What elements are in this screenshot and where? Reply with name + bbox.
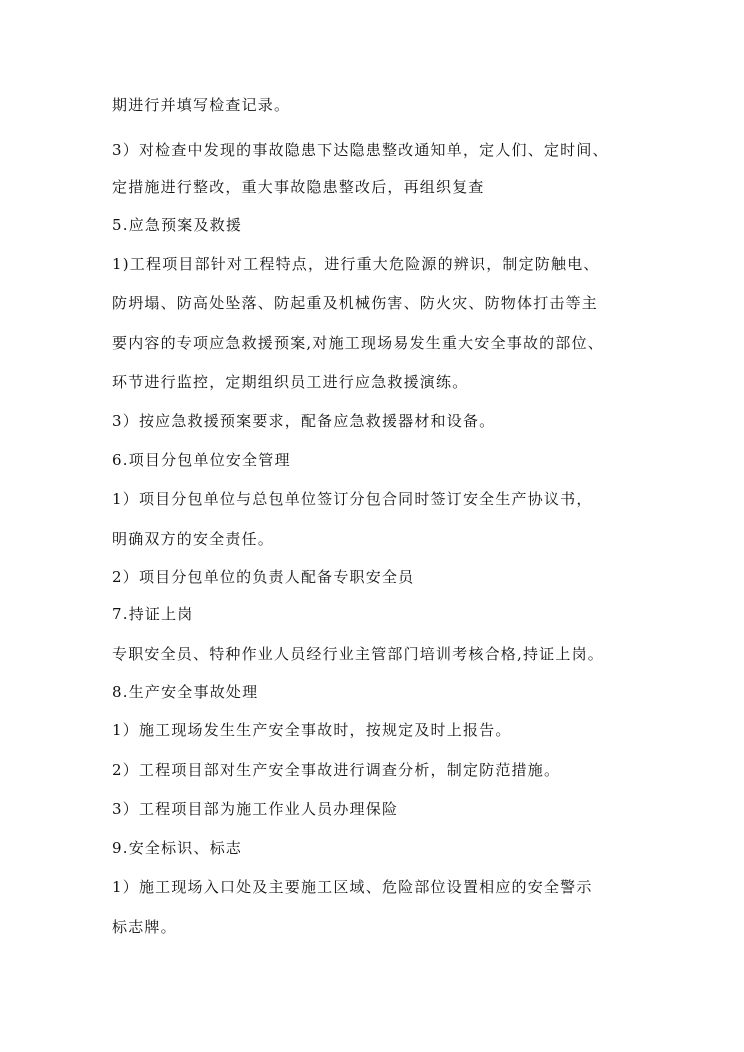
text-line: 明确双方的安全责任。 bbox=[112, 530, 275, 548]
section-heading: 6.项目分包单位安全管理 bbox=[112, 451, 291, 469]
text-line: 标志牌。 bbox=[112, 918, 177, 936]
text-line: 3）工程项目部为施工作业人员办理保险 bbox=[112, 800, 399, 818]
text-line: 专职安全员、特种作业人员经行业主管部门培训考核合格,持证上岗。 bbox=[112, 645, 604, 663]
text-line: 1）项目分包单位与总包单位签订分包合同时签订安全生产协议书， bbox=[112, 490, 593, 508]
text-line: 期进行并填写检查记录。 bbox=[112, 96, 291, 114]
text-line: 3）对检查中发现的事故隐患下达隐患整改通知单，定人们、定时间、 bbox=[112, 141, 609, 159]
section-heading: 7.持证上岗 bbox=[112, 605, 194, 623]
section-heading: 8.生产安全事故处理 bbox=[112, 683, 259, 701]
text-line: 要内容的专项应急救援预案,对施工现场易发生重大安全事故的部位、 bbox=[112, 334, 604, 352]
section-heading: 5.应急预案及救援 bbox=[112, 216, 243, 234]
text-line: 2）项目分包单位的负责人配备专职安全员 bbox=[112, 568, 415, 586]
text-line: 1）施工现场发生生产安全事故时，按规定及时上报告。 bbox=[112, 721, 512, 739]
text-line: 3）按应急救援预案要求，配备应急救援器材和设备。 bbox=[112, 412, 496, 430]
text-line: 防坍塌、防高处坠落、防起重及机械伤害、防火灾、防物体打击等主 bbox=[112, 294, 599, 312]
text-line: 2）工程项目部对生产安全事故进行调查分析，制定防范措施。 bbox=[112, 761, 561, 779]
text-line: 1)工程项目部针对工程特点，进行重大危险源的辨识，制定防触电、 bbox=[112, 255, 600, 273]
section-heading: 9.安全标识、标志 bbox=[112, 839, 243, 857]
text-line: 定措施进行整改，重大事故隐患整改后，再组织复查 bbox=[112, 178, 485, 196]
text-line: 环节进行监控，定期组织员工进行应急救援演练。 bbox=[112, 373, 469, 391]
text-line: 1）施工现场入口处及主要施工区域、危险部位设置相应的安全警示 bbox=[112, 878, 593, 896]
